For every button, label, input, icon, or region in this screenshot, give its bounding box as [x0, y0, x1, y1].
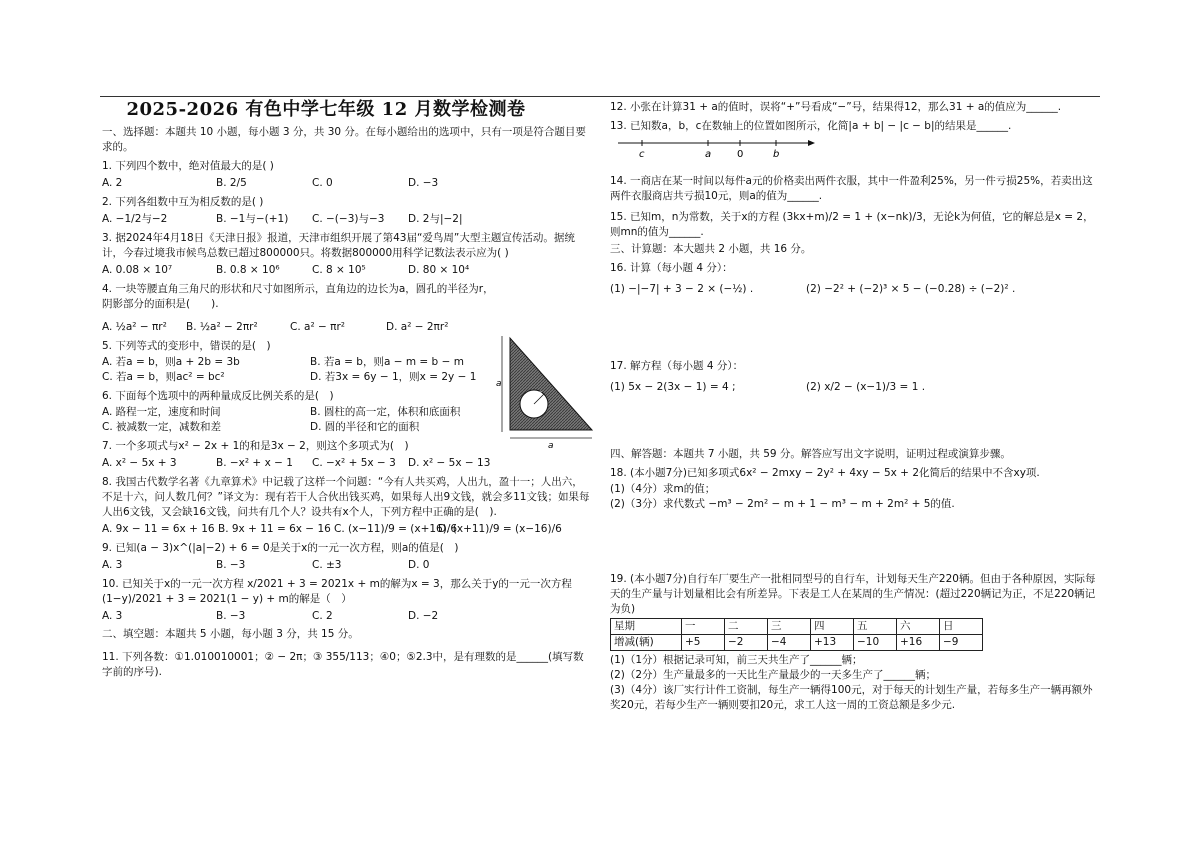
table-cell: +16: [897, 635, 940, 651]
table-cell: 五: [854, 619, 897, 635]
section-2-header: 二、填空题：本题共 5 小题，每小题 3 分，共 15 分。: [102, 628, 359, 640]
option-a: A. 3: [102, 559, 123, 571]
question-8-options: [102, 522, 590, 537]
question-9-options: [102, 558, 590, 573]
option-a: A. 2: [102, 177, 123, 189]
tick-label-0: 0: [737, 149, 744, 160]
question-17-parts: [610, 380, 1102, 395]
question-19: 19. (本小题7分)自行车厂要生产一批相同型号的自行车，计划每天生产220辆。但由于各种原因，实际每天的生产量与计划量相比会有所差异。下表是工人在某周的生产情况：(超过220辆记为正，不足220辆记为负): [610, 573, 1096, 615]
section-1-header: 一、选择题：本题共 10 小题，每小题 3 分，共 30 分。在每小题给出的选项中，只有一项是符合题目要求的。: [102, 126, 586, 153]
question-2-options: [102, 212, 590, 227]
question-1: 1. 下列四个数中，绝对值最大的是( ): [102, 160, 274, 172]
option-d: D. (x+11)/9 = (x−16)/6: [438, 523, 562, 535]
option-c: C. 2: [312, 610, 333, 622]
table-row: [611, 635, 983, 651]
option-a: A. 9x − 11 = 6x + 16: [102, 523, 215, 535]
table-cell: 增减(辆): [611, 635, 682, 651]
question-19-part-3: (3)（4分）该厂实行计件工资制，每生产一辆得100元，对于每天的计划生产量，若每多生产一辆再额外奖20元，若每少生产一辆则要扣20元，求工人这一周的工资总额是多少元.: [610, 684, 1093, 711]
option-d: D. 0: [408, 559, 430, 571]
question-19-part-1: (1)（1分）根据记录可知，前三天共生产了______辆；: [610, 654, 863, 666]
question-8: 8. 我国古代数学名著《九章算术》中记载了这样一个问题：“今有人共买鸡，人出九，盈十一；人出六，不足十六，问人数几何？”译文为：现有若干人合伙出钱买鸡，如果每人出9文钱，就会多11文钱；如果每人出6文钱，又会缺16文钱，问共有几个人？设共有x个人，下列方程中正确的是( ).: [102, 476, 590, 518]
left-column: [102, 100, 590, 681]
question-10-options: [102, 609, 590, 624]
table-cell: 日: [940, 619, 983, 635]
table-cell: 一: [682, 619, 725, 635]
option-c: C. −(−3)与−3: [312, 213, 385, 225]
option-b: B. 9x + 11 = 6x − 16: [218, 523, 331, 535]
table-cell: −10: [854, 635, 897, 651]
option-a: A. 若a = b，则a + 2b = 3b: [102, 356, 240, 368]
question-2: 2. 下列各组数中互为相反数的是( ): [102, 196, 264, 208]
tick-label-a: a: [705, 149, 712, 160]
option-d: D. 80 × 10⁴: [408, 264, 470, 276]
question-17: 17. 解方程（每小题 4 分）：: [610, 360, 744, 372]
question-17-part-2: (2) x/2 − (x−1)/3 = 1 .: [806, 381, 926, 393]
table-cell: +13: [811, 635, 854, 651]
table-cell: 四: [811, 619, 854, 635]
question-14: 14. 一商店在某一时间以每件a元的价格卖出两件衣服，其中一件盈利25%，另一件亏损25%，若卖出这两件衣服商店共亏损10元，则a的值为______.: [610, 175, 1093, 202]
option-a: A. −1/2与−2: [102, 213, 168, 225]
option-d: D. x² − 5x − 13: [408, 457, 491, 469]
question-12: 12. 小张在计算31 + a的值时，误将“+”号看成“−”号，结果得12，那么31 + a的值应为______.: [610, 101, 1062, 113]
question-16-part-1: (1) −|−7| + 3 − 2 × (−½) .: [610, 283, 754, 295]
option-c: C. −x² + 5x − 3: [312, 457, 396, 469]
table-cell: 星期: [611, 619, 682, 635]
option-b: B. 2/5: [216, 177, 247, 189]
option-b: B. ½a² − 2πr²: [186, 321, 258, 333]
number-line: [618, 135, 818, 159]
option-c: C. 0: [312, 177, 333, 189]
option-b: B. −3: [216, 559, 246, 571]
question-3: 3. 据2024年4月18日《天津日报》报道，天津市组织开展了第43届“爱鸟周”大型主题宣传活动。据统计，今春过境我市候鸟总数已超过800000只。将数据800000用科学记数法表示应为( ): [102, 232, 575, 259]
page-title: 2025-2026 有色中学七年级 12 月数学检测卷: [126, 99, 526, 120]
triangle-figure: [496, 334, 596, 452]
table-cell: −2: [725, 635, 768, 651]
question-4: 4. 一块等腰直角三角尺的形状和尺寸如图所示，直角边的边长为a，圆孔的半径为r，阴影部分的面积是( ).: [102, 283, 494, 310]
table-row: [611, 619, 983, 635]
question-4-options: [102, 320, 590, 335]
question-10: 10. 已知关于x的一元一次方程 x/2021 + 3 = 2021x + m的解为x = 3，那么关于y的一元一次方程 (1−y)/2021 + 3 = 2021(1 − y) + m的解是（ ）: [102, 578, 572, 605]
table-cell: −4: [768, 635, 811, 651]
option-b: B. 0.8 × 10⁶: [216, 264, 280, 276]
label-radius: r: [538, 389, 542, 398]
question-18-part-2: (2)（3分）求代数式 −m³ − 2m² − m + 1 − m³ − m + 2m² + 5的值.: [610, 498, 955, 510]
label-side: a: [496, 379, 502, 389]
question-16-parts: [610, 282, 1102, 297]
question-7-options: [102, 456, 590, 471]
question-15: 15. 已知m，n为常数，关于x的方程 (3kx+m)/2 = 1 + (x−nk)/3，无论k为何值，它的解总是x = 2，则mn的值为______.: [610, 211, 1094, 238]
question-16: 16. 计算（每小题 4 分）：: [610, 262, 733, 274]
option-a: A. 路程一定，速度和时间: [102, 406, 221, 418]
question-3-options: [102, 263, 590, 278]
header-rule: [100, 96, 1100, 97]
production-table: [610, 618, 983, 651]
option-a: A. 3: [102, 610, 123, 622]
section-3-header: 三、计算题：本大题共 2 小题，共 16 分。: [610, 243, 812, 255]
tick-label-b: b: [773, 149, 780, 160]
question-19-part-2: (2)（2分）生产量最多的一天比生产量最少的一天多生产了______辆；: [610, 669, 937, 681]
question-7: 7. 一个多项式与x² − 2x + 1的和是3x − 2，则这个多项式为( ): [102, 440, 409, 452]
question-5: 5. 下列等式的变形中，错误的是( ): [102, 340, 271, 352]
option-a: A. 0.08 × 10⁷: [102, 264, 173, 276]
option-b: B. −x² + x − 1: [216, 457, 293, 469]
question-6: 6. 下面每个选项中的两种量成反比例关系的是( ): [102, 390, 334, 402]
option-c: C. 被减数一定，减数和差: [102, 421, 222, 433]
question-18: 18. (本小题7分)已知多项式6x² − 2mxy − 2y² + 4xy − 5x + 2化简后的结果中不含xy项.: [610, 467, 1040, 479]
option-d: D. 圆的半径和它的面积: [310, 421, 420, 433]
table-cell: −9: [940, 635, 983, 651]
option-d: D. −3: [408, 177, 439, 189]
option-b: B. −1与−(+1): [216, 213, 289, 225]
table-cell: 六: [897, 619, 940, 635]
option-d: D. 若3x = 6y − 1，则x = 2y − 1: [310, 371, 477, 383]
shaded-triangle: [510, 338, 592, 430]
option-b: B. 若a = b，则a − m = b − m: [310, 356, 464, 368]
table-cell: +5: [682, 635, 725, 651]
option-b: B. 圆柱的高一定，体积和底面积: [310, 406, 461, 418]
section-4-header: 四、解答题：本题共 7 小题，共 59 分。解答应写出文字说明，证明过程或演算步骤。: [610, 448, 1011, 460]
option-d: D. −2: [408, 610, 439, 622]
option-b: B. −3: [216, 610, 246, 622]
label-bottom: a: [548, 441, 554, 451]
question-13: 13. 已知数a，b，c在数轴上的位置如图所示，化简|a + b| − |c − b|的结果是______.: [610, 120, 1012, 132]
arrow-icon: [808, 140, 815, 146]
question-9: 9. 已知(a − 3)x^(|a|−2) + 6 = 0是关于x的一元一次方程，则a的值是( ): [102, 542, 459, 554]
option-a: A. x² − 5x + 3: [102, 457, 177, 469]
option-c: C. 若a = b，则ac² = bc²: [102, 371, 225, 383]
question-17-part-1: (1) 5x − 2(3x − 1) = 4 ;: [610, 381, 736, 393]
tick-label-c: c: [639, 149, 645, 160]
question-1-options: [102, 176, 590, 191]
option-c: C. ±3: [312, 559, 342, 571]
option-c: C. a² − πr²: [290, 321, 345, 333]
right-column: [610, 100, 1102, 713]
option-c: C. 8 × 10⁵: [312, 264, 366, 276]
option-a: A. ½a² − πr²: [102, 321, 167, 333]
table-cell: 三: [768, 619, 811, 635]
question-11: 11. 下列各数：①1.010010001；② − 2π；③ 355/113；④0；⑤2.3中，是有理数的是______(填写数字前的序号).: [102, 651, 584, 678]
option-c: C. (x−11)/9 = (x+16)/6: [334, 523, 458, 535]
question-16-part-2: (2) −2² + (−2)³ × 5 − (−0.28) ÷ (−2)² .: [806, 283, 1016, 295]
option-d: D. 2与|−2|: [408, 213, 463, 225]
option-d: D. a² − 2πr²: [386, 321, 449, 333]
question-18-part-1: (1)（4分）求m的值；: [610, 483, 716, 495]
table-cell: 二: [725, 619, 768, 635]
